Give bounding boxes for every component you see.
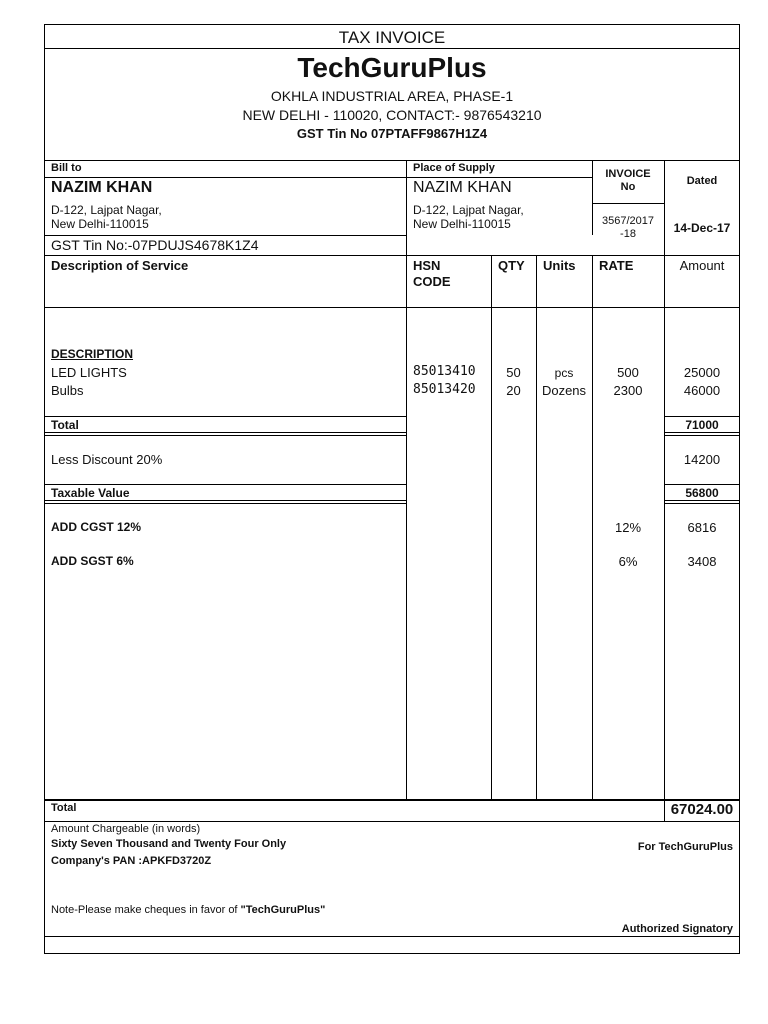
amount-in-words-label: Amount Chargeable (in words) (51, 823, 201, 835)
sgst-rate: 6% (618, 554, 638, 569)
divider (44, 255, 740, 256)
dated-value: 14-Dec-17 (673, 221, 731, 235)
document-title: TAX INVOICE (338, 28, 446, 47)
divider (536, 255, 537, 800)
company-address-2: NEW DELHI - 110020, CONTACT:- 9876543210 (242, 107, 542, 123)
item-units: Dozens (541, 383, 587, 398)
item-rate: 500 (617, 365, 639, 380)
cgst-value: 6816 (687, 520, 717, 535)
item-qty: 50 (506, 365, 521, 380)
divider (44, 821, 740, 822)
item-amount: 46000 (683, 383, 721, 398)
item-units: pcs (554, 366, 574, 380)
company-pan: Company's PAN :APKFD3720Z (51, 855, 212, 867)
invoice-no-label-1: INVOICE (605, 168, 651, 180)
divider (406, 255, 407, 800)
divider (406, 160, 407, 255)
company-address-1: OKHLA INDUSTRIAL AREA, PHASE-1 (270, 88, 514, 104)
divider (664, 503, 740, 504)
divider (44, 435, 406, 436)
amount-in-words: Sixty Seven Thousand and Twenty Four Only (51, 838, 287, 850)
divider (664, 435, 740, 436)
divider (664, 432, 740, 433)
item-rate: 2300 (613, 383, 643, 398)
divider (44, 432, 406, 433)
invoice-no-value-1: 3567/2017 (602, 215, 654, 227)
invoice-frame (44, 24, 740, 954)
discount-label: Less Discount 20% (51, 452, 163, 467)
divider (44, 799, 740, 801)
bill-to-address-2: New Delhi-110015 (51, 217, 149, 231)
divider (44, 503, 406, 504)
cgst-rate: 12% (614, 520, 642, 535)
column-header-hsn-line-1: HSN (413, 258, 441, 273)
divider (664, 500, 740, 501)
divider (592, 203, 664, 204)
company-name: TechGuruPlus (297, 52, 487, 83)
divider (44, 235, 406, 236)
column-header-hsn-line-2: CODE (413, 274, 451, 289)
item-description: Bulbs (51, 383, 84, 398)
sgst-value: 3408 (687, 554, 717, 569)
invoice-no-label-2: No (620, 181, 636, 193)
divider (44, 307, 740, 308)
item-hsn: 85013410 (413, 364, 476, 379)
bill-to-name: NAZIM KHAN (51, 179, 153, 196)
divider (44, 177, 592, 178)
sgst-label: ADD SGST 6% (51, 554, 134, 568)
divider (44, 48, 740, 49)
place-of-supply-address-1: D-122, Lajpat Nagar, (413, 203, 524, 217)
grand-total-label: Total (51, 802, 77, 814)
for-company: For TechGuruPlus (637, 841, 733, 853)
divider (44, 160, 740, 161)
divider (44, 416, 406, 417)
payment-note-text: Note-Please make cheques in favor of (51, 904, 241, 916)
taxable-value-label: Taxable Value (51, 486, 130, 500)
subtotal-value: 71000 (685, 418, 719, 432)
column-header-qty: QTY (498, 258, 525, 273)
column-header-hsn (413, 258, 451, 290)
cgst-label: ADD CGST 12% (51, 520, 142, 534)
invoice-no-value-2: -18 (620, 228, 636, 240)
place-of-supply-name: NAZIM KHAN (413, 179, 512, 196)
divider (44, 500, 406, 501)
item-amount: 25000 (683, 365, 721, 380)
payment-note-payee: "TechGuruPlus" (240, 904, 326, 916)
dated-label: Dated (686, 175, 718, 187)
column-header-rate: RATE (599, 258, 634, 273)
item-qty: 20 (506, 383, 521, 398)
column-header-description: Description of Service (51, 258, 189, 273)
subtotal-label: Total (51, 418, 79, 432)
column-header-units: Units (543, 258, 576, 273)
bill-to-gst: GST Tin No:-07PDUJS4678K1Z4 (51, 237, 259, 253)
divider (664, 416, 740, 417)
divider (44, 936, 740, 937)
place-of-supply-address-2: New Delhi-110015 (413, 217, 511, 231)
bill-to-label: Bill to (51, 162, 82, 174)
discount-value: 14200 (683, 452, 721, 467)
divider (664, 255, 665, 821)
place-of-supply-label: Place of Supply (413, 162, 495, 174)
divider (664, 484, 740, 485)
authorized-signatory: Authorized Signatory (621, 923, 733, 935)
items-heading: DESCRIPTION (51, 347, 134, 361)
divider (44, 484, 406, 485)
item-hsn: 85013420 (413, 382, 476, 397)
divider (491, 255, 492, 800)
company-gst: GST Tin No 07PTAFF9867H1Z4 (296, 126, 488, 141)
payment-note (51, 904, 325, 916)
grand-total-value: 67024.00 (670, 801, 734, 818)
column-header-amount: Amount (679, 258, 725, 273)
taxable-value: 56800 (685, 486, 719, 500)
item-description: LED LIGHTS (51, 365, 127, 380)
bill-to-address-1: D-122, Lajpat Nagar, (51, 203, 162, 217)
